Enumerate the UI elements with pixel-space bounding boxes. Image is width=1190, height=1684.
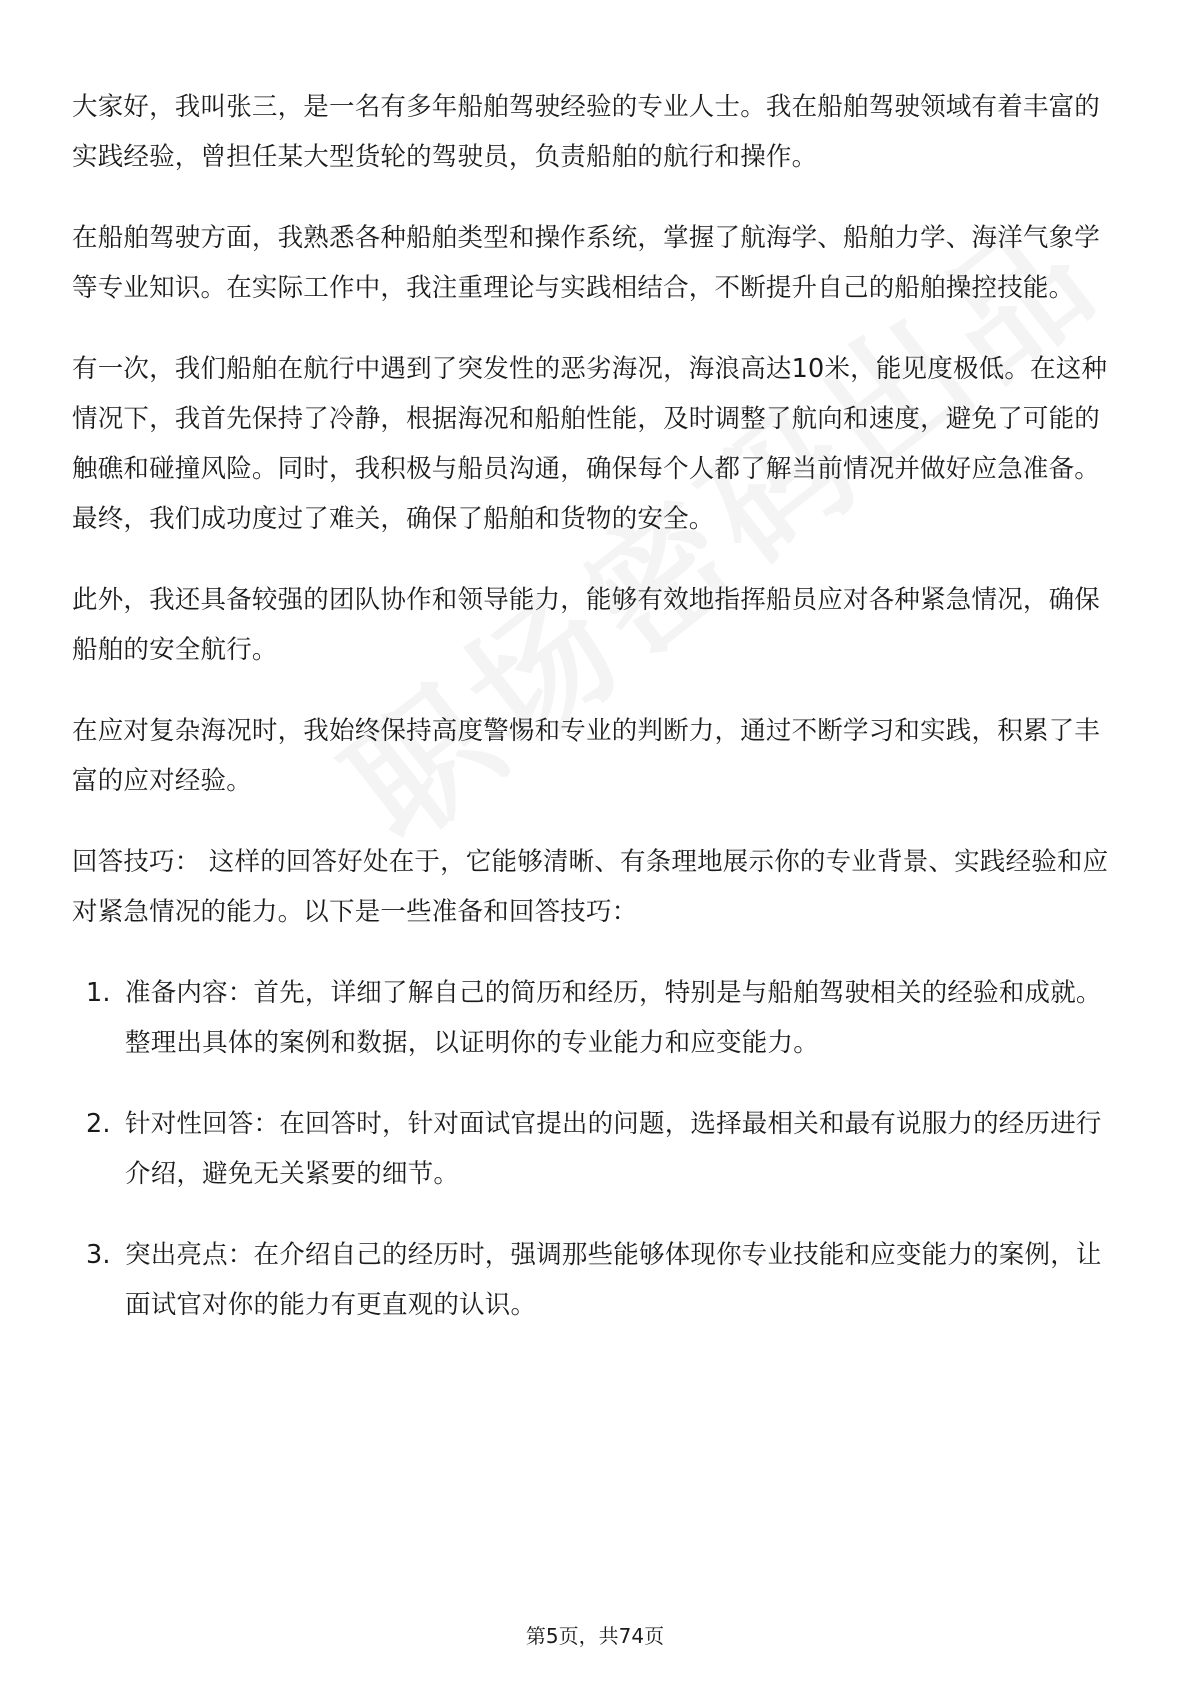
list-item <box>72 1230 1122 1330</box>
list-item-text: 针对性回答：在回答时，针对面试官提出的问题，选择最相关和最有说服力的经历进行介绍，避免无关紧要的细节。 <box>125 1109 1102 1189</box>
paragraph-incident: 有一次，我们船舶在航行中遇到了突发性的恶劣海况，海浪高达10米，能见度极低。在这种情况下，我首先保持了冷静，根据海况和船舶性能，及时调整了航向和速度，避免了可能的触礁和碰撞风险。同时，我积极与船员沟通，确保每个人都了解当前情况并做好应急准备。最终，我们成功度过了难关，确保了船舶和货物的安全。 <box>72 354 1108 534</box>
page-number: 第5页，共74页 <box>525 1624 665 1648</box>
list-item-text: 突出亮点：在介绍自己的经历时，强调那些能够体现你专业技能和应变能力的案例，让面试官对你的能力有更直观的认识。 <box>125 1240 1102 1320</box>
document-body <box>72 82 1122 1361</box>
paragraph-skills: 在船舶驾驶方面，我熟悉各种船舶类型和操作系统，掌握了航海学、船舶力学、海洋气象学等专业知识。在实际工作中，我注重理论与实践相结合，不断提升自己的船舶操控技能。 <box>72 223 1101 303</box>
page-footer <box>0 1620 1190 1649</box>
list-number: 1. <box>86 978 111 1008</box>
list-item-text: 准备内容：首先，详细了解自己的简历和经历，特别是与船舶驾驶相关的经验和成就。整理出具体的案例和数据，以证明你的专业能力和应变能力。 <box>125 978 1102 1058</box>
list-number: 3. <box>86 1240 111 1270</box>
paragraph-answer-tips: 回答技巧： 这样的回答好处在于，它能够清晰、有条理地展示你的专业背景、实践经验和应对紧急情况的能力。以下是一些准备和回答技巧： <box>72 847 1109 927</box>
list-item <box>72 1099 1122 1199</box>
list-number: 2. <box>86 1109 111 1139</box>
paragraph-intro: 大家好，我叫张三，是一名有多年船舶驾驶经验的专业人士。我在船舶驾驶领域有着丰富的实践经验，曾担任某大型货轮的驾驶员，负责船舶的航行和操作。 <box>72 92 1101 172</box>
paragraph-leadership: 此外，我还具备较强的团队协作和领导能力，能够有效地指挥船员应对各种紧急情况，确保船舶的安全航行。 <box>72 585 1101 665</box>
tips-list <box>72 968 1122 1330</box>
paragraph-experience: 在应对复杂海况时，我始终保持高度警惕和专业的判断力，通过不断学习和实践，积累了丰富的应对经验。 <box>72 716 1101 796</box>
list-item <box>72 968 1122 1068</box>
